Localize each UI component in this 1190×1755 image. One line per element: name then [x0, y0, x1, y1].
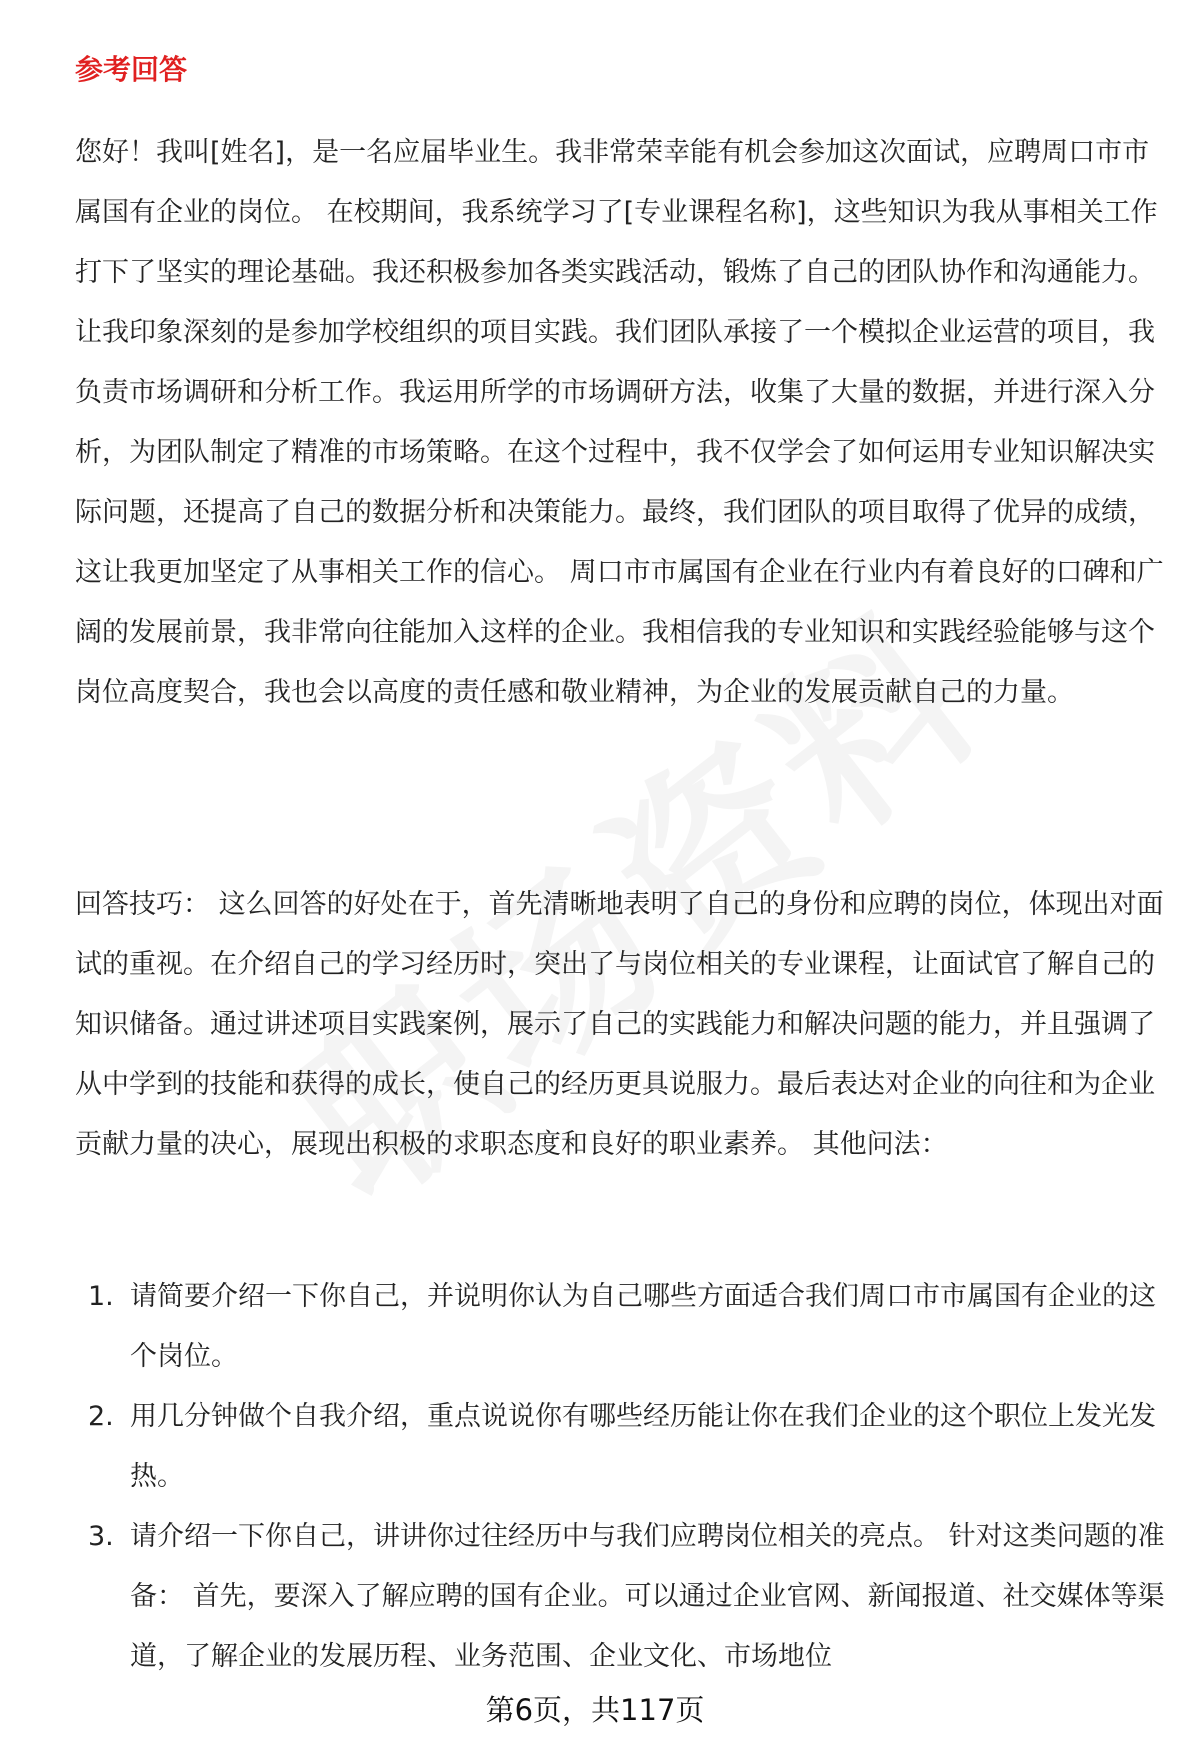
list-item [75, 1507, 1165, 1687]
question-list [75, 1267, 1165, 1687]
list-item-text: 请介绍一下你自己，讲讲你过往经历中与我们应聘岗位相关的亮点。 针对这类问题的准备： 首先，要深入了解应聘的国有企业。可以通过企业官网、新闻报道、社交媒体等渠道，了解企业的发展历程、业务范围、企业文化、市场地位 [130, 1521, 1165, 1672]
list-item-text: 请简要介绍一下你自己，并说明你认为自己哪些方面适合我们周口市市属国有企业的这个岗位。 [130, 1281, 1156, 1372]
list-item-number: 1. [88, 1281, 114, 1312]
page-number: 第6页，共117页 [485, 1693, 705, 1727]
list-item-number: 3. [88, 1521, 114, 1552]
section-heading: 参考回答 [75, 53, 188, 86]
list-item [75, 1387, 1165, 1507]
intro-paragraph: 您好！我叫[姓名]，是一名应届毕业生。我非常荣幸能有机会参加这次面试，应聘周口市市属国有企业的岗位。 在校期间，我系统学习了[专业课程名称]，这些知识为我从事相关工作打下了坚实的理论基础。我还积极参加各类实践活动，锻炼了自己的团队协作和沟通能力。 让我印象深刻的是参加学校组织的项目实践。我们团队承接了一个模拟企业运营的项目，我负责市场调研和分析工作。我运用所学的市场调研方法，收集了大量的数据，并进行深入分析，为团队制定了精准的市场策略。在这个过程中，我不仅学会了如何运用专业知识解决实际问题，还提高了自己的数据分析和决策能力。最终，我们团队的项目取得了优异的成绩，这让我更加坚定了从事相关工作的信心。 周口市市属国有企业在行业内有着良好的口碑和广阔的发展前景，我非常向往能加入这样的企业。我相信我的专业知识和实践经验能够与这个岗位高度契合，我也会以高度的责任感和敬业精神，为企业的发展贡献自己的力量。 [75, 137, 1164, 708]
list-item-text: 用几分钟做个自我介绍，重点说说你有哪些经历能让你在我们企业的这个职位上发光发热。 [130, 1401, 1156, 1492]
list-item-number: 2. [88, 1401, 114, 1432]
tips-paragraph: 回答技巧： 这么回答的好处在于，首先清晰地表明了自己的身份和应聘的岗位，体现出对面试的重视。在介绍自己的学习经历时，突出了与岗位相关的专业课程，让面试官了解自己的知识储备。通过讲述项目实践案例，展示了自己的实践能力和解决问题的能力，并且强调了从中学到的技能和获得的成长，使自己的经历更具说服力。最后表达对企业的向往和为企业贡献力量的决心，展现出积极的求职态度和良好的职业素养。 其他问法： [75, 889, 1164, 1160]
list-item [75, 1267, 1165, 1387]
